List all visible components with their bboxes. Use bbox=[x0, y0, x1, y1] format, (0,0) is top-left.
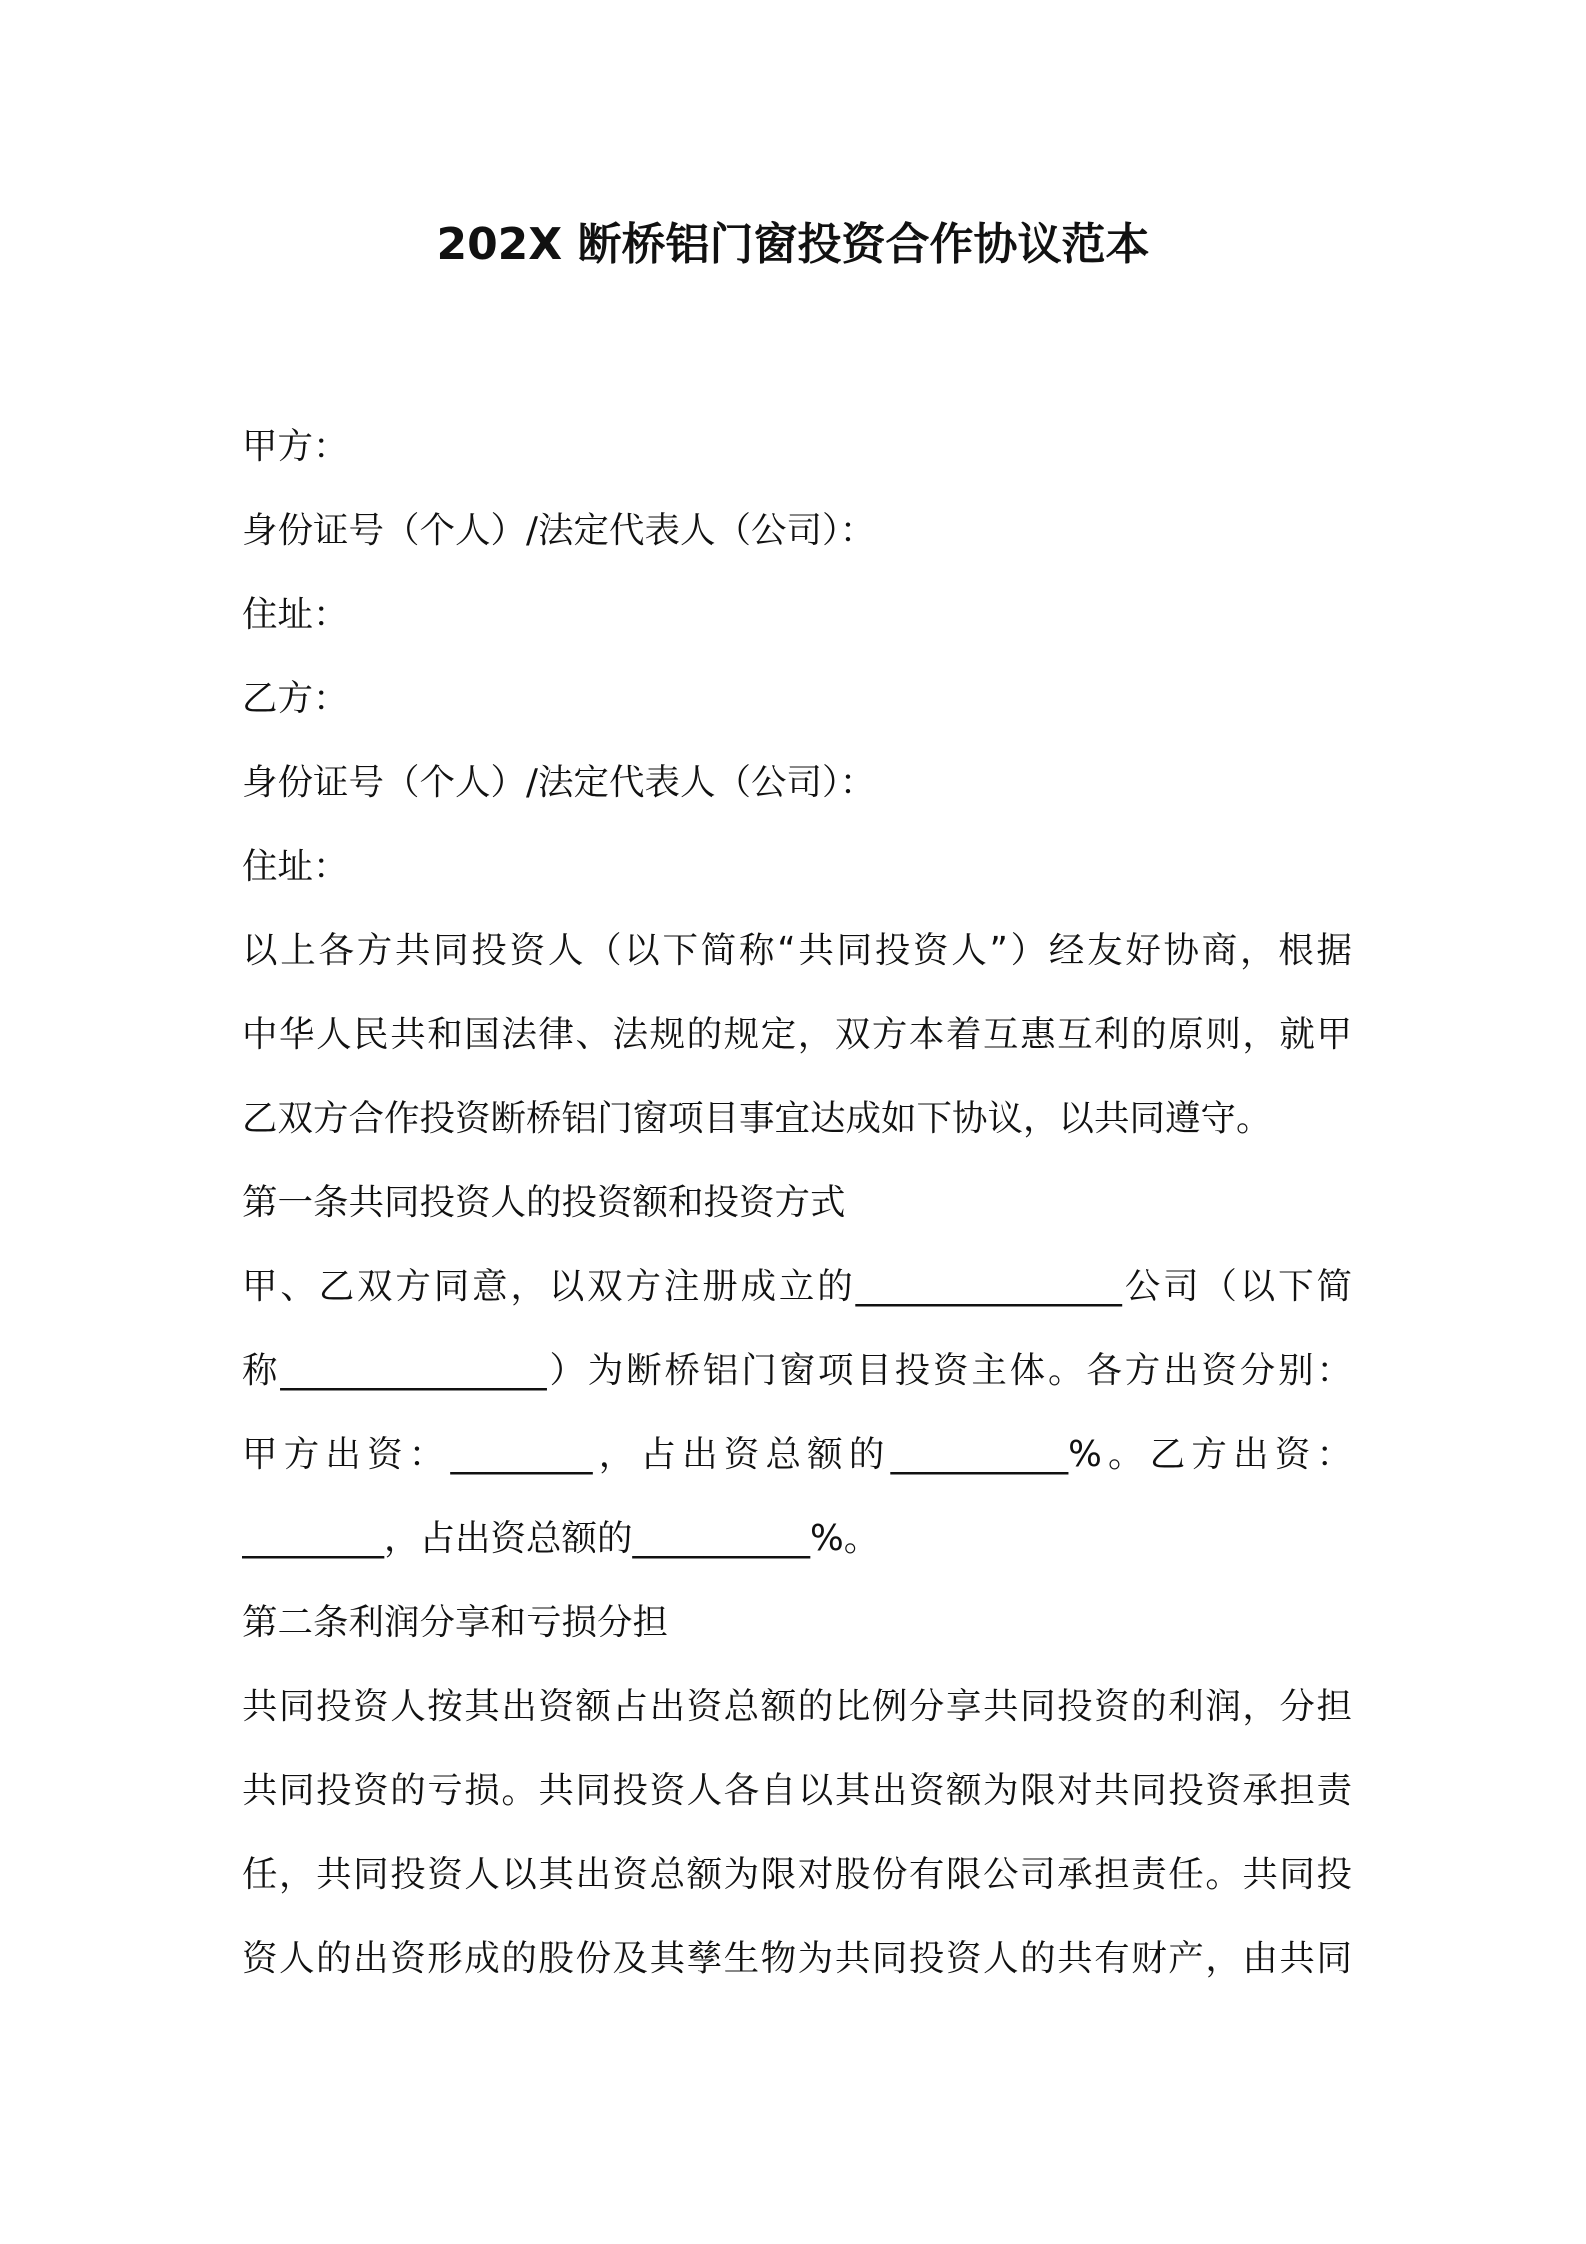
article-2-line-2: 共同投资的亏损。共同投资人各自以其出资额为限对共同投资承担责 bbox=[242, 1770, 1352, 1811]
party-b-line: 乙方： bbox=[242, 678, 349, 719]
article-1-line-1: 甲、乙双方同意，以双方注册成立的_______________公司（以下简 bbox=[242, 1266, 1352, 1307]
document-title: 202X 断桥铝门窗投资合作协议范本 bbox=[436, 219, 1150, 270]
preamble-line-1: 以上各方共同投资人（以下简称“共同投资人”）经友好协商，根据 bbox=[242, 930, 1352, 971]
party-b-id-line: 身份证号（个人）/法定代表人（公司）： bbox=[242, 762, 876, 803]
article-2-line-1: 共同投资人按其出资额占出资总额的比例分享共同投资的利润，分担 bbox=[242, 1686, 1352, 1727]
preamble-line-3: 乙双方合作投资断桥铝门窗项目事宜达成如下协议，以共同遵守。 bbox=[242, 1098, 1272, 1139]
article-2-line-3: 任，共同投资人以其出资总额为限对股份有限公司承担责任。共同投 bbox=[242, 1854, 1352, 1895]
party-a-address-line: 住址： bbox=[242, 594, 349, 635]
article-2-heading: 第二条利润分享和亏损分担 bbox=[242, 1602, 669, 1643]
document-body bbox=[242, 405, 1352, 2001]
article-2-line-4: 资人的出资形成的股份及其孳生物为共同投资人的共有财产，由共同 bbox=[242, 1938, 1352, 1979]
article-1-line-2: 称_______________）为断桥铝门窗项目投资主体。各方出资分别： bbox=[242, 1350, 1352, 1391]
article-1-line-4: ________，占出资总额的__________%。 bbox=[242, 1518, 880, 1559]
party-b-address-line: 住址： bbox=[242, 846, 349, 887]
article-1-heading: 第一条共同投资人的投资额和投资方式 bbox=[242, 1182, 846, 1223]
party-a-id-line: 身份证号（个人）/法定代表人（公司）： bbox=[242, 510, 876, 551]
article-1-line-3: 甲方出资：________，占出资总额的__________%。乙方出资： bbox=[242, 1434, 1352, 1475]
party-a-line: 甲方： bbox=[242, 426, 349, 467]
preamble-line-2: 中华人民共和国法律、法规的规定，双方本着互惠互利的原则，就甲 bbox=[242, 1014, 1352, 1055]
